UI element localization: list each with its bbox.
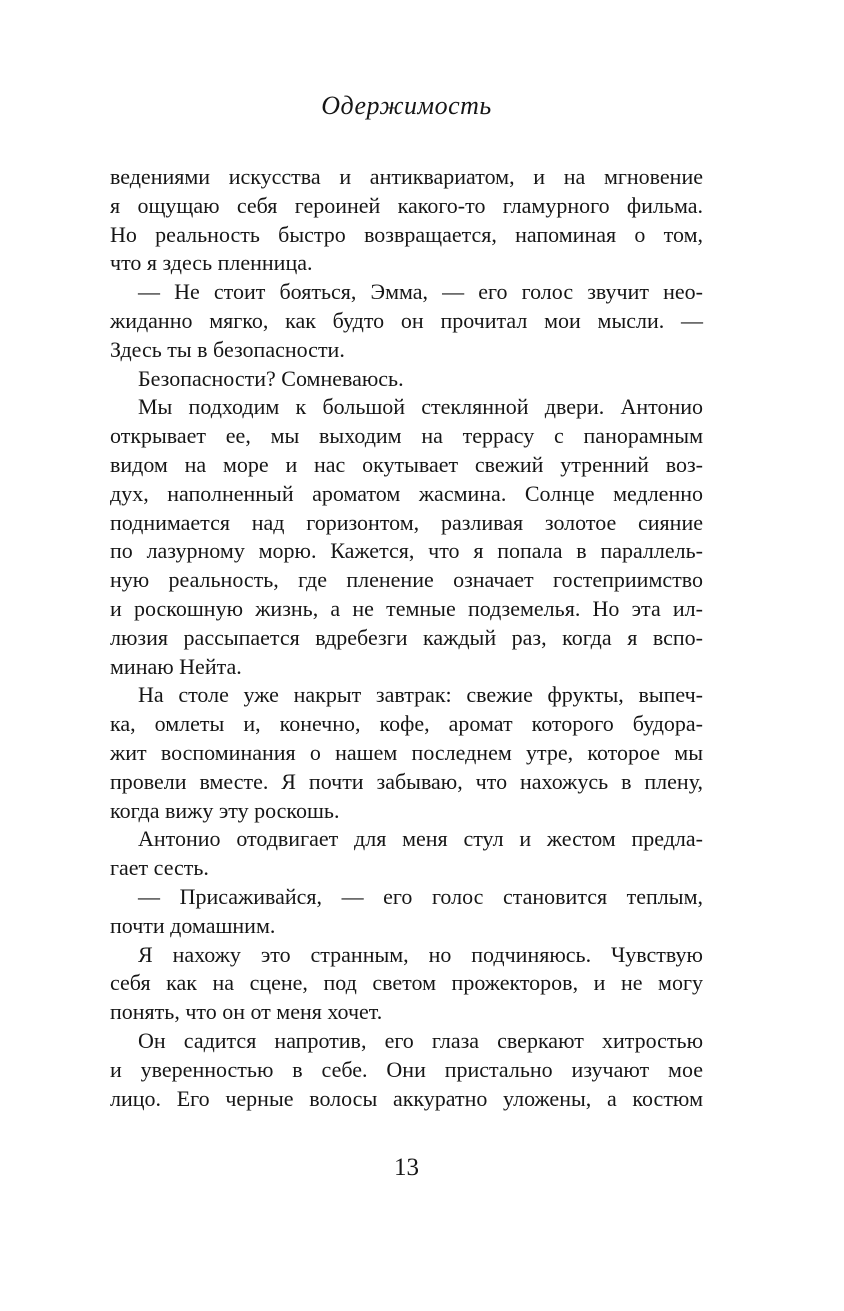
text-line: — Не стоит бояться, Эмма, — его голос звучит нео- bbox=[138, 279, 703, 305]
running-head: Одержимость bbox=[321, 91, 492, 120]
text-line: когда вижу эту роскошь. bbox=[110, 797, 340, 823]
text-line: Но реальность быстро возвращается, напоминая о том, bbox=[110, 221, 703, 247]
text-line: лицо. Его черные волосы аккуратно уложены, а костюм bbox=[110, 1085, 703, 1111]
text-line: жиданно мягко, как будто он прочитал мои мысли. — bbox=[110, 307, 703, 333]
text-line: открывает ее, мы выходим на террасу с панорамным bbox=[110, 423, 703, 449]
text-line: по лазурному морю. Кажется, что я попала в параллель- bbox=[110, 538, 703, 564]
text-line: ведениями искусства и антиквариатом, и на мгновение bbox=[110, 164, 703, 189]
text-line: гает сесть. bbox=[110, 855, 209, 881]
paragraph bbox=[110, 278, 703, 364]
text-line: жит воспоминания о нашем последнем утре, которое мы bbox=[110, 739, 703, 765]
text-line: Я нахожу это странным, но подчиняюсь. Чувствую bbox=[138, 941, 703, 967]
text-line: дух, наполненный ароматом жасмина. Солнце медленно bbox=[110, 480, 703, 506]
text-line: Мы подходим к большой стеклянной двери. Антонио bbox=[138, 394, 703, 420]
text-line: люзия рассыпается вдребезги каждый раз, когда я вспо- bbox=[110, 624, 703, 650]
text-line: ка, омлеты и, конечно, кофе, аромат которого будора- bbox=[110, 711, 703, 737]
page-number: 13 bbox=[394, 1154, 419, 1181]
text-line: и уверенностью в себе. Они пристально изучают мое bbox=[110, 1056, 703, 1082]
paragraph bbox=[110, 883, 703, 941]
text-line: и роскошную жизнь, а не темные подземелья. Но эта ил- bbox=[110, 595, 703, 621]
paragraph bbox=[110, 941, 703, 1027]
paragraph bbox=[110, 393, 703, 681]
text-line: На столе уже накрыт завтрак: свежие фрукты, выпеч- bbox=[138, 682, 703, 708]
text-line: себя как на сцене, под светом прожекторов, и не могу bbox=[110, 970, 703, 996]
text-line: что я здесь пленница. bbox=[110, 250, 313, 276]
paragraph bbox=[110, 681, 703, 825]
text-line: понять, что он от меня хочет. bbox=[110, 999, 383, 1025]
text-line: — Присаживайся, — его голос становится теплым, bbox=[138, 883, 703, 909]
text-line: Здесь ты в безопасности. bbox=[110, 336, 345, 362]
text-line: видом на море и нас окутывает свежий утренний воз- bbox=[110, 451, 703, 477]
text-line: Он садится напротив, его глаза сверкают хитростью bbox=[138, 1027, 703, 1053]
text-line: почти домашним. bbox=[110, 912, 276, 938]
text-line: Безопасности? Сомневаюсь. bbox=[138, 365, 404, 391]
text-line: Антонио отодвигает для меня стул и жестом предла- bbox=[138, 826, 703, 852]
text-line: минаю Нейта. bbox=[110, 653, 242, 679]
paragraph bbox=[110, 163, 703, 278]
text-line: ную реальность, где пленение означает гостеприимство bbox=[110, 567, 703, 593]
paragraph bbox=[110, 825, 703, 883]
text-line: я ощущаю себя героиней какого-то гламурного фильма. bbox=[110, 192, 703, 218]
page-text-block bbox=[110, 163, 703, 1113]
text-line: поднимается над горизонтом, разливая золотое сияние bbox=[110, 509, 703, 535]
text-line: провели вместе. Я почти забываю, что нахожусь в плену, bbox=[110, 768, 703, 794]
paragraph bbox=[110, 365, 703, 394]
paragraph bbox=[110, 1027, 703, 1113]
